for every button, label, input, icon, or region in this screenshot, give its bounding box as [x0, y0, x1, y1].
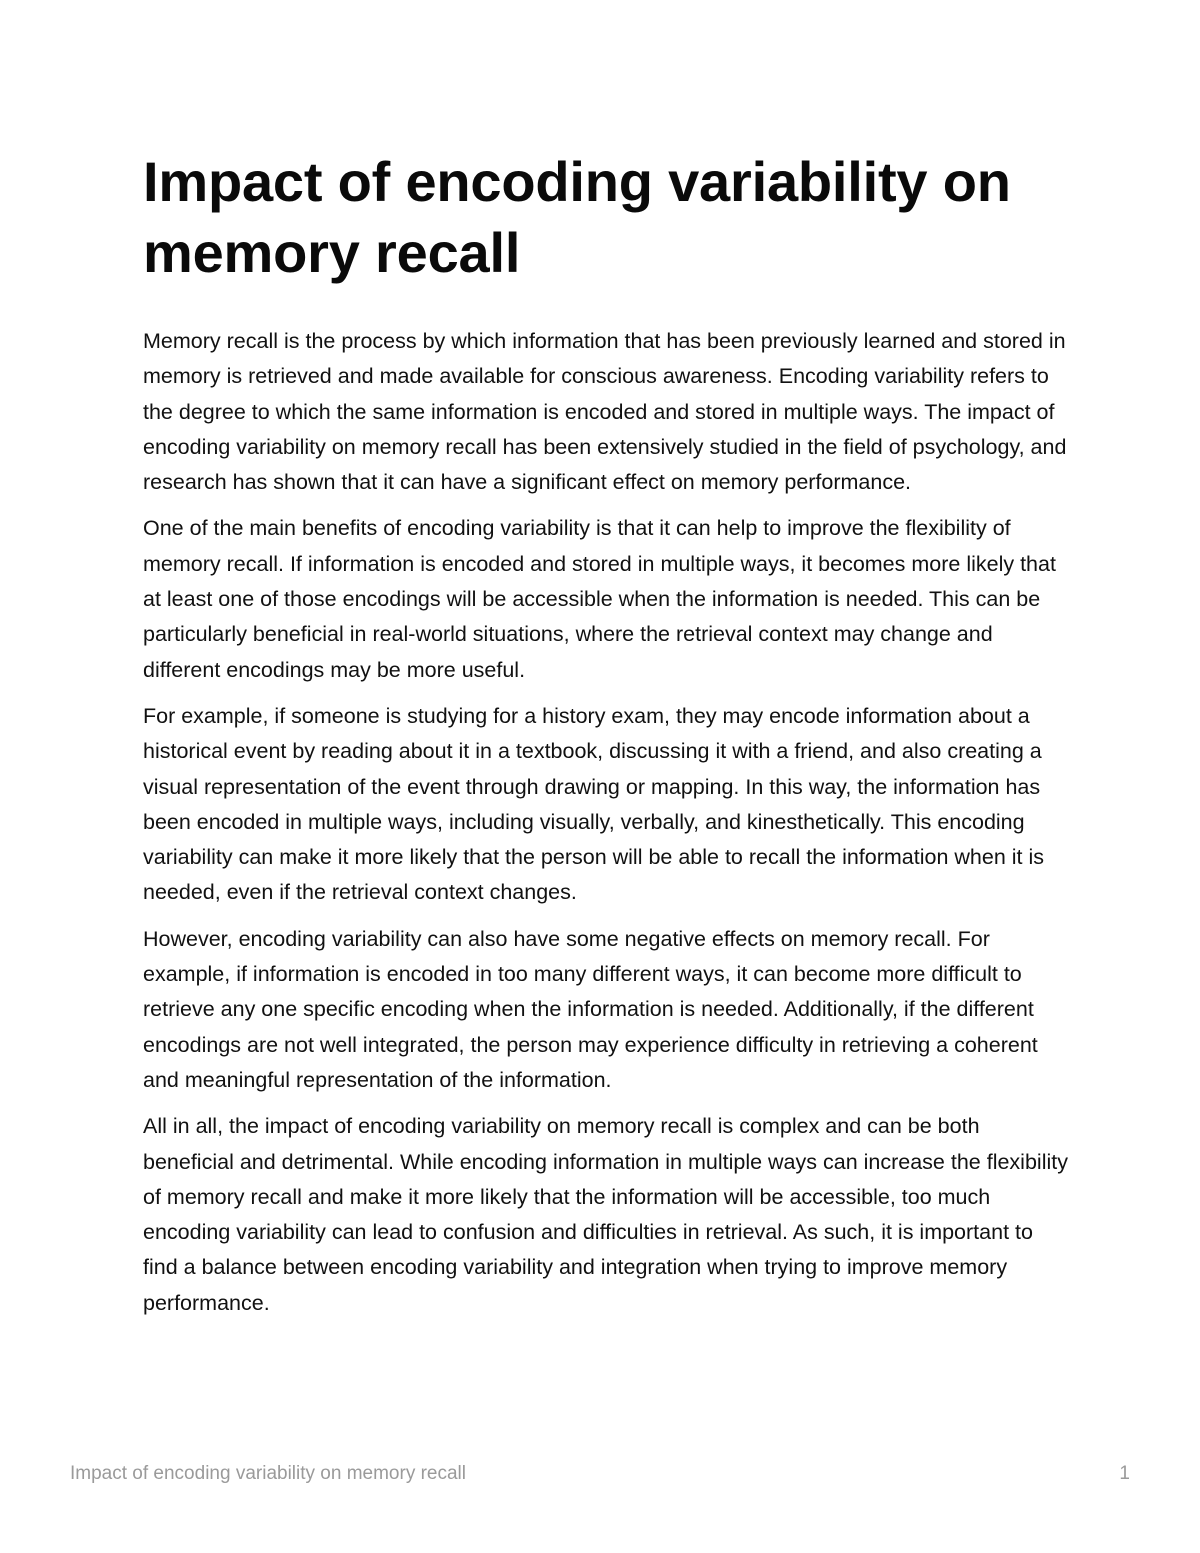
paragraph-1: Memory recall is the process by which information that has been previously learned and stored in memory is retrieved and made available for conscious awareness. Encoding variability refers to the degree to which the same information is encoded and stored in multiple ways. The impact of encoding variability on memory recall has been extensively studied in the field of psychology, and research has shown that it can have a significant effect on memory performance.: [143, 329, 1067, 495]
footer-title: Impact of encoding variability on memory recall: [70, 1463, 467, 1484]
document-body: [143, 146, 1068, 1332]
paragraph-4: However, encoding variability can also have some negative effects on memory recall. For example, if information is encoded in too many different ways, it can become more difficult to retrieve any one specific encoding when the information is needed. Additionally, if the different encodings are not well integrated, the person may experience difficulty in retrieving a coherent and meaningful representation of the information.: [143, 926, 1038, 1092]
paragraph-5: All in all, the impact of encoding variability on memory recall is complex and can be both beneficial and detrimental. While encoding information in multiple ways can increase the flexibility of memory recall and make it more likely that the information will be accessible, too much encoding variability can lead to confusion and difficulties in retrieval. As such, it is important to find a balance between encoding variability and integration when trying to improve memory performance.: [143, 1114, 1068, 1315]
paragraph-3: For example, if someone is studying for a history exam, they may encode information about a historical event by reading about it in a textbook, discussing it with a friend, and also creating a visual representation of the event through drawing or mapping. In this way, the information has been encoded in multiple ways, including visually, verbally, and kinesthetically. This encoding variability can make it more likely that the person will be able to recall the information when it is needed, even if the retrieval context changes.: [143, 703, 1045, 905]
page-footer: [70, 1463, 1130, 1493]
page-number: 1: [1119, 1463, 1130, 1484]
paragraph-2: One of the main benefits of encoding variability is that it can help to improve the flexibility of memory recall. If information is encoded and stored in multiple ways, it becomes more likely that at least one of those encodings will be accessible when the information is needed. This can be particularly beneficial in real-world situations, where the retrieval context may change and different encodings may be more useful.: [143, 516, 1056, 682]
document-title: Impact of encoding variability on memory recall: [143, 150, 1011, 284]
